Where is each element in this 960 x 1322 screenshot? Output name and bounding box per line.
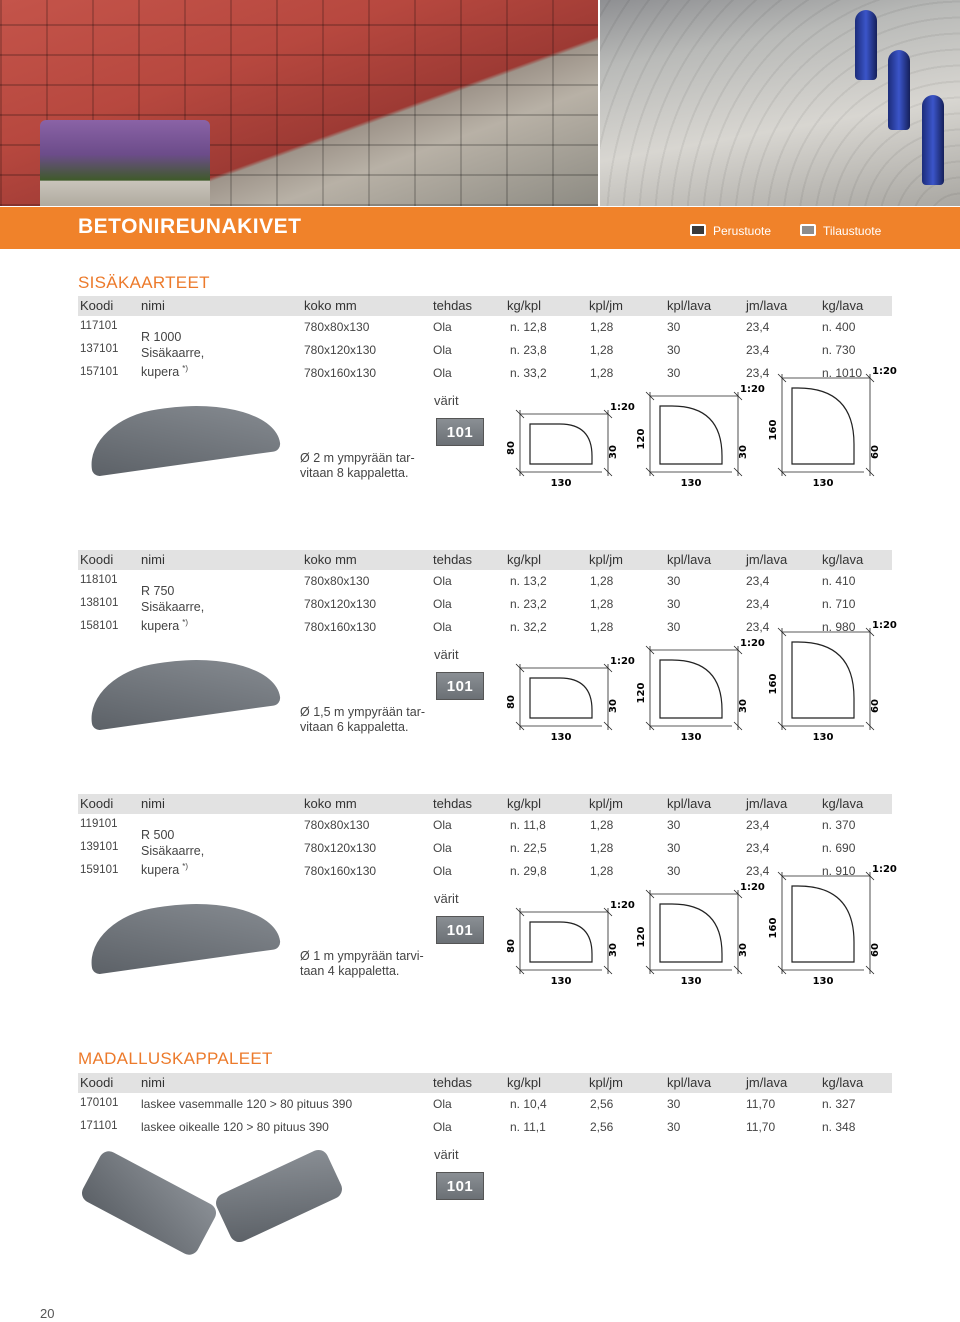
dimension-height-label: 80: [506, 441, 517, 455]
table-cell-jm-lava: 23,4: [746, 597, 770, 611]
legend-filled-icon: [690, 224, 706, 236]
colors-label: värit: [434, 393, 459, 408]
scale-label: 1:20: [740, 638, 765, 649]
scale-label: 1:20: [610, 900, 635, 911]
page-title: BETONIREUNAKIVET: [78, 215, 302, 238]
product-name: [141, 583, 204, 634]
table-cell-kg-kpl: n. 23,2: [510, 597, 547, 611]
product-name-line: kupera *): [141, 618, 189, 634]
legend-label: Tilaustuote: [823, 224, 882, 238]
column-header: kpl/lava: [667, 552, 712, 567]
table-cell-kg-kpl: n. 23,8: [510, 343, 547, 357]
dimension-height-label: 160: [768, 917, 779, 939]
table-cell-kpl-jm: 1,28: [590, 320, 614, 334]
column-header: tehdas: [433, 552, 473, 567]
footnote-mark: *): [182, 364, 189, 373]
scale-label: 1:20: [872, 864, 897, 875]
table-cell-kg-kpl: n. 10,4: [510, 1097, 547, 1111]
profile-shape: [792, 642, 854, 718]
usage-hint-line: taan 4 kappaletta.: [300, 964, 400, 978]
product-image: [85, 647, 281, 731]
table-cell-jm-lava: 23,4: [746, 574, 770, 588]
dimension-width-label: 130: [680, 478, 702, 489]
table-cell-koodi: 117101: [80, 320, 118, 332]
table-cell-tehdas: Ola: [433, 1120, 452, 1134]
product-image-left: [78, 1148, 219, 1258]
product-name-line: Sisäkaarre,: [141, 844, 205, 858]
legend-outline-icon: [800, 224, 816, 236]
column-header: nimi: [141, 298, 165, 313]
dimension-width-label: 130: [812, 478, 834, 489]
table-cell-kg-kpl: n. 29,8: [510, 864, 547, 878]
table-cell-kpl-jm: 1,28: [590, 597, 614, 611]
table-header: [78, 1073, 892, 1093]
dimension-height-label: 120: [636, 428, 647, 450]
column-header: jm/lava: [746, 1075, 788, 1090]
column-header: kg/lava: [822, 552, 864, 567]
scale-label: 1:20: [872, 366, 897, 377]
column-header: kpl/jm: [589, 796, 623, 811]
table-cell-koko: 780x120x130: [304, 597, 377, 611]
usage-hint: [300, 451, 415, 481]
table-cell-kg-lava: n. 690: [822, 841, 856, 855]
colors-label: värit: [434, 891, 459, 906]
table-cell-kpl-jm: 1,28: [590, 366, 614, 380]
table-cell-kpl-jm: 1,28: [590, 818, 614, 832]
dimension-width-label: 130: [680, 732, 702, 743]
table-cell-jm-lava: 23,4: [746, 366, 770, 380]
profile-shape: [530, 922, 592, 962]
table-cell-tehdas: Ola: [433, 343, 452, 357]
table-cell-koko: 780x160x130: [304, 366, 377, 380]
product-image: [85, 891, 281, 975]
profile-shape: [530, 678, 592, 718]
product-name-line: R 1000: [141, 330, 182, 344]
product-image-right: [213, 1147, 346, 1246]
column-header: kg/kpl: [507, 1075, 541, 1090]
profile-shape: [792, 388, 854, 464]
scale-label: 1:20: [610, 402, 635, 413]
table-cell-jm-lava: 23,4: [746, 343, 770, 357]
bollard-image: [888, 50, 910, 130]
table-cell-koko: 780x160x130: [304, 620, 377, 634]
usage-hint-line: vitaan 8 kappaletta.: [300, 466, 409, 480]
product-name-line: Sisäkaarre,: [141, 600, 205, 614]
table-cell-jm-lava: 11,70: [746, 1120, 776, 1134]
column-header: Koodi: [80, 1075, 114, 1090]
dimension-height-label: 120: [636, 926, 647, 948]
legend-label: Perustuote: [713, 224, 772, 238]
section-title: SISÄKAARTEET: [78, 273, 210, 292]
dimension-height-label: 80: [506, 939, 517, 953]
table-cell-kpl-lava: 30: [667, 818, 681, 832]
column-header: kg/lava: [822, 796, 864, 811]
table-cell-kg-kpl: n. 22,5: [510, 841, 547, 855]
section-title: MADALLUSKAPPALEET: [78, 1049, 273, 1068]
bollard-image: [855, 10, 877, 80]
column-header: nimi: [141, 796, 165, 811]
product-name-line: Sisäkaarre,: [141, 346, 205, 360]
table-cell-kg-kpl: n. 11,8: [510, 818, 546, 832]
product-name-line: kupera *): [141, 364, 189, 380]
dimension-offset-label: 30: [608, 943, 619, 957]
table-cell-tehdas: Ola: [433, 818, 452, 832]
column-header: kpl/lava: [667, 796, 712, 811]
table-cell-koodi: 171101: [80, 1120, 118, 1132]
table-cell-tehdas: Ola: [433, 597, 452, 611]
product-name-line: kupera *): [141, 862, 189, 878]
dimension-offset-label: 30: [738, 943, 749, 957]
dimension-height-label: 160: [768, 419, 779, 441]
table-cell-nimi: laskee vasemmalle 120 > 80 pituus 390: [141, 1097, 353, 1111]
table-cell-koko: 780x160x130: [304, 864, 377, 878]
dimension-width-label: 130: [550, 478, 572, 489]
usage-hint-line: Ø 1 m ympyrään tarvi-: [300, 949, 424, 963]
table-cell-jm-lava: 23,4: [746, 818, 770, 832]
table-cell-jm-lava: 23,4: [746, 320, 770, 334]
flower-planter-image: [40, 120, 210, 206]
table-cell-kpl-lava: 30: [667, 620, 681, 634]
usage-hint-line: vitaan 6 kappaletta.: [300, 720, 409, 734]
column-header: nimi: [141, 1075, 165, 1090]
table-cell-kpl-jm: 1,28: [590, 574, 614, 588]
table-cell-kg-kpl: n. 13,2: [510, 574, 547, 588]
table-cell-kg-lava: n. 410: [822, 574, 856, 588]
table-cell-koodi: 159101: [80, 864, 119, 876]
footnote-mark: *): [182, 862, 189, 871]
column-header: kpl/jm: [589, 552, 623, 567]
column-header: kg/kpl: [507, 796, 541, 811]
table-cell-koodi: 158101: [80, 620, 119, 632]
table-cell-koko: 780x80x130: [304, 320, 370, 334]
column-header: kg/lava: [822, 298, 864, 313]
column-header: tehdas: [433, 298, 473, 313]
table-cell-kg-lava: n. 980: [822, 620, 856, 634]
table-cell-tehdas: Ola: [433, 841, 452, 855]
table-cell-kpl-jm: 2,56: [590, 1097, 614, 1111]
table-cell-tehdas: Ola: [433, 366, 452, 380]
table-cell-tehdas: Ola: [433, 320, 452, 334]
scale-label: 1:20: [740, 882, 765, 893]
table-cell-kg-kpl: n. 11,1: [510, 1120, 546, 1134]
product-image: [85, 393, 281, 477]
table-cell-kpl-jm: 2,56: [590, 1120, 614, 1134]
usage-hint: [300, 949, 424, 979]
table-cell-jm-lava: 11,70: [746, 1097, 776, 1111]
table-cell-kpl-jm: 1,28: [590, 864, 614, 878]
table-cell-kg-kpl: n. 12,8: [510, 320, 547, 334]
dimension-width-label: 130: [812, 976, 834, 987]
profile-shape: [530, 424, 592, 464]
table-cell-kpl-lava: 30: [667, 574, 681, 588]
column-header: jm/lava: [746, 552, 788, 567]
colors-label: värit: [434, 647, 459, 662]
column-header: kg/lava: [822, 1075, 864, 1090]
dimension-width-label: 130: [812, 732, 834, 743]
column-header: kg/kpl: [507, 298, 541, 313]
table-cell-kpl-jm: 1,28: [590, 841, 614, 855]
table-cell-koodi: 170101: [80, 1097, 119, 1109]
table-cell-kpl-lava: 30: [667, 343, 681, 357]
dimension-offset-label: 30: [608, 699, 619, 713]
profile-shape: [660, 904, 722, 962]
table-cell-jm-lava: 23,4: [746, 864, 770, 878]
dimension-offset-label: 30: [738, 699, 749, 713]
color-swatch: 101: [436, 418, 484, 446]
dimension-offset-label: 30: [608, 445, 619, 459]
table-cell-kg-lava: n. 710: [822, 597, 856, 611]
table-cell-koodi: 139101: [80, 841, 119, 853]
column-header: tehdas: [433, 796, 473, 811]
dimension-offset-label: 60: [870, 445, 881, 459]
table-header: [78, 794, 892, 814]
dimension-offset-label: 60: [870, 699, 881, 713]
column-header: koko mm: [304, 796, 357, 811]
product-name: [141, 329, 204, 380]
table-cell-koodi: 119101: [80, 818, 118, 830]
table-cell-nimi: laskee oikealle 120 > 80 pituus 390: [141, 1120, 329, 1134]
table-cell-kpl-lava: 30: [667, 366, 681, 380]
table-cell-kg-kpl: n. 32,2: [510, 620, 547, 634]
table-cell-kg-lava: n. 370: [822, 818, 856, 832]
column-header: jm/lava: [746, 796, 788, 811]
column-header: kg/kpl: [507, 552, 541, 567]
table-cell-koodi: 118101: [80, 574, 118, 586]
table-cell-tehdas: Ola: [433, 1097, 452, 1111]
page-number: 20: [40, 1306, 55, 1321]
scale-label: 1:20: [740, 384, 765, 395]
table-cell-koko: 780x120x130: [304, 841, 377, 855]
table-cell-kg-lava: n. 910: [822, 864, 856, 878]
column-header: koko mm: [304, 298, 357, 313]
profile-shape: [660, 406, 722, 464]
table-cell-kg-lava: n. 400: [822, 320, 856, 334]
product-name-line: R 750: [141, 584, 175, 598]
column-header: koko mm: [304, 552, 357, 567]
profile-shape: [660, 660, 722, 718]
color-swatch: 101: [436, 672, 484, 700]
table-cell-koko: 780x80x130: [304, 818, 370, 832]
column-header: kpl/jm: [589, 298, 623, 313]
dimension-height-label: 160: [768, 673, 779, 695]
usage-hint-line: Ø 2 m ympyrään tar-: [300, 451, 415, 465]
column-header: nimi: [141, 552, 165, 567]
table-header: [78, 550, 892, 570]
dimension-width-label: 130: [550, 732, 572, 743]
table-cell-koodi: 138101: [80, 597, 119, 609]
table-header: [78, 296, 892, 316]
colors-label: värit: [434, 1147, 459, 1162]
table-cell-koko: 780x80x130: [304, 574, 370, 588]
scale-label: 1:20: [872, 620, 897, 631]
column-header: Koodi: [80, 552, 114, 567]
color-swatch: 101: [436, 916, 484, 944]
dimension-height-label: 80: [506, 695, 517, 709]
column-header: tehdas: [433, 1075, 473, 1090]
column-header: kpl/lava: [667, 1075, 712, 1090]
footnote-mark: *): [182, 618, 189, 627]
table-cell-koko: 780x120x130: [304, 343, 377, 357]
table-cell-kg-lava: n. 348: [822, 1120, 856, 1134]
product-name-line: R 500: [141, 828, 175, 842]
table-cell-kpl-lava: 30: [667, 320, 681, 334]
color-swatch: 101: [436, 1172, 484, 1200]
table-cell-kpl-lava: 30: [667, 1120, 681, 1134]
table-cell-kpl-lava: 30: [667, 841, 681, 855]
usage-hint: [300, 705, 425, 735]
table-cell-koodi: 137101: [80, 343, 119, 355]
product-name: [141, 827, 204, 878]
dimension-offset-label: 60: [870, 943, 881, 957]
table-cell-kg-lava: n. 327: [822, 1097, 856, 1111]
table-cell-koodi: 157101: [80, 366, 119, 378]
column-header: Koodi: [80, 298, 114, 313]
scale-label: 1:20: [610, 656, 635, 667]
table-cell-kg-lava: n. 730: [822, 343, 856, 357]
column-header: kpl/jm: [589, 1075, 623, 1090]
usage-hint-line: Ø 1,5 m ympyrään tar-: [300, 705, 426, 719]
dimension-offset-label: 30: [738, 445, 749, 459]
table-cell-kpl-jm: 1,28: [590, 620, 614, 634]
column-header: jm/lava: [746, 298, 788, 313]
table-cell-jm-lava: 23,4: [746, 620, 770, 634]
profile-shape: [792, 886, 854, 962]
bollard-image: [922, 95, 944, 185]
dimension-width-label: 130: [680, 976, 702, 987]
table-cell-kpl-jm: 1,28: [590, 343, 614, 357]
table-cell-tehdas: Ola: [433, 620, 452, 634]
table-cell-kpl-lava: 30: [667, 864, 681, 878]
column-header: Koodi: [80, 796, 114, 811]
table-cell-kpl-lava: 30: [667, 597, 681, 611]
table-cell-jm-lava: 23,4: [746, 841, 770, 855]
table-cell-tehdas: Ola: [433, 864, 452, 878]
dimension-height-label: 120: [636, 682, 647, 704]
table-cell-kg-kpl: n. 33,2: [510, 366, 547, 380]
table-cell-kpl-lava: 30: [667, 1097, 681, 1111]
table-cell-kg-lava: n. 1010: [822, 366, 863, 380]
table-cell-tehdas: Ola: [433, 574, 452, 588]
column-header: kpl/lava: [667, 298, 712, 313]
dimension-width-label: 130: [550, 976, 572, 987]
